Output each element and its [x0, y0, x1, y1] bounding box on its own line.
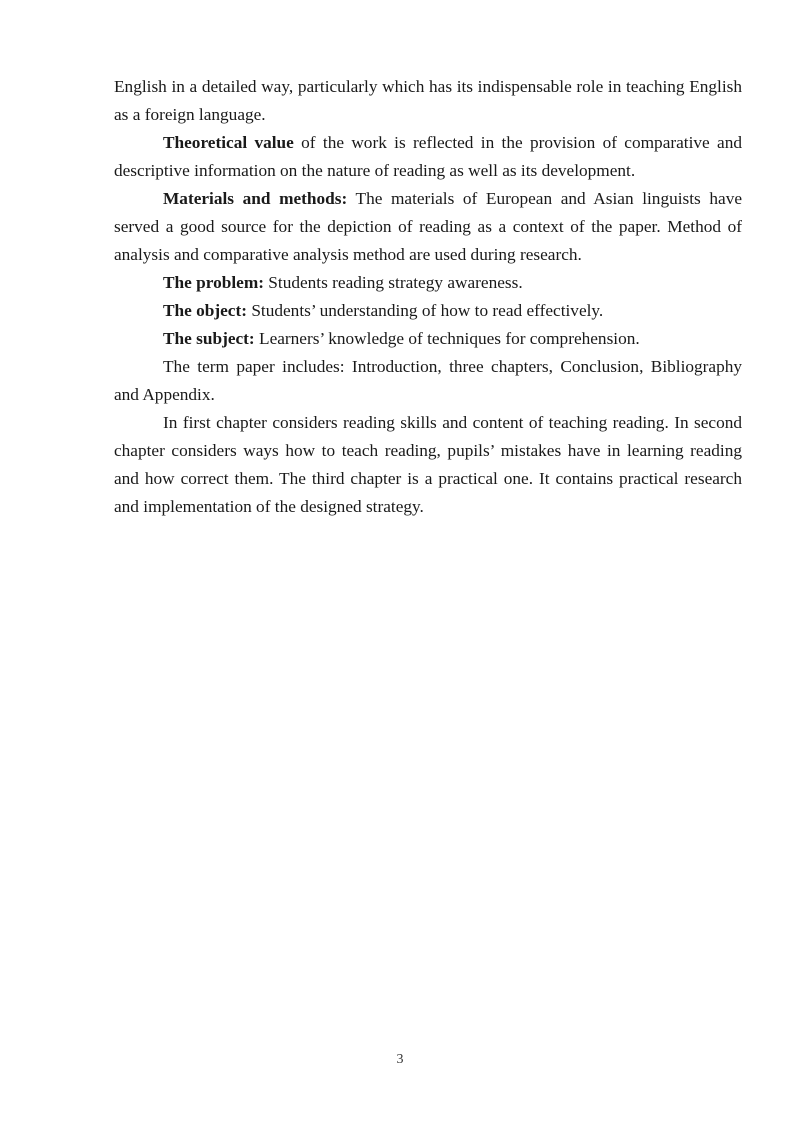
- page-number: 3: [396, 1052, 404, 1067]
- object-paragraph: [114, 297, 742, 325]
- page-body: [114, 73, 742, 521]
- theoretical-value-heading: Theoretical value: [163, 133, 294, 152]
- theoretical-value-paragraph: [114, 129, 742, 185]
- subject-paragraph: [114, 325, 742, 353]
- problem-paragraph: [114, 269, 742, 297]
- structure-paragraph: The term paper includes: Introduction, three chapters, Conclusion, Bibliography and Appendix.: [114, 357, 742, 404]
- subject-text: Learners’ knowledge of techniques for comprehension.: [254, 329, 640, 348]
- chapters-paragraph: In first chapter considers reading skills and content of teaching reading. In second chapter considers ways how to teach reading, pupils’ mistakes have in learning reading and how correct them. The third chapter is a practical one. It contains practical research and implementation of the designed strategy.: [114, 413, 742, 516]
- problem-text: Students reading strategy awareness.: [263, 273, 523, 292]
- theoretical-value-text: of the work is reflected in the provision of comparative and descriptive information on the nature of reading as well as its development.: [114, 133, 742, 180]
- problem-heading: The problem:: [163, 273, 264, 292]
- continuation-paragraph: English in a detailed way, particularly which has its indispensable role in teaching English as a foreign language.: [114, 77, 742, 124]
- materials-methods-text: The materials of European and Asian linguists have served a good source for the depiction of reading as a context of the paper. Method of analysis and comparative analysis method are used during research.: [114, 189, 742, 264]
- materials-methods-paragraph: [114, 185, 742, 269]
- subject-heading: The subject:: [163, 329, 255, 348]
- object-heading: The object:: [163, 301, 247, 320]
- object-text: Students’ understanding of how to read effectively.: [247, 301, 604, 320]
- materials-methods-heading: Materials and methods:: [163, 189, 348, 208]
